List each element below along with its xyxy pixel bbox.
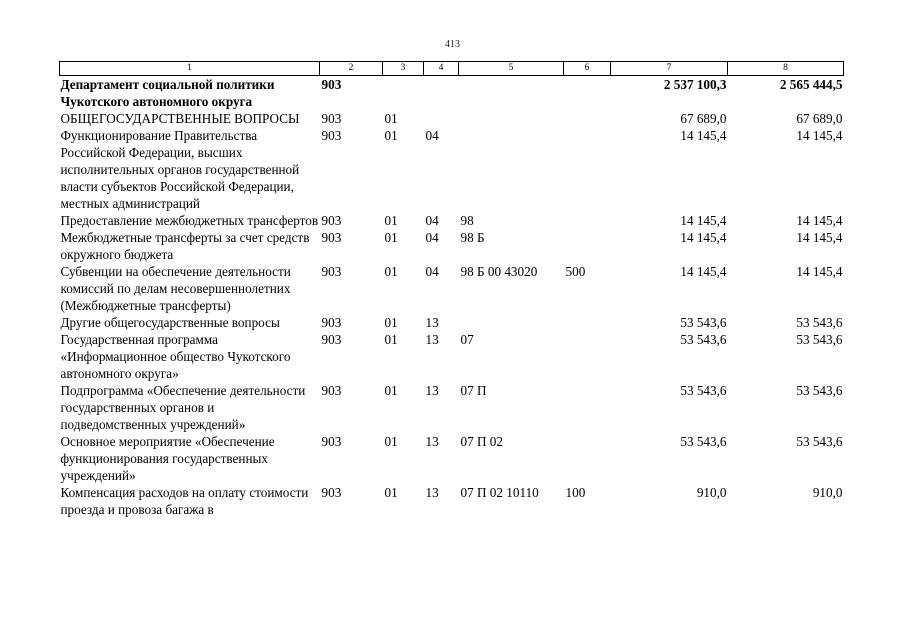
header-col-8: 8 — [728, 62, 844, 76]
row-target-article: 07 П 02 — [460, 434, 503, 449]
row-amount-1: 14 145,4 — [680, 128, 727, 143]
row-amount-1: 14 145,4 — [680, 213, 727, 228]
row-expense-type — [564, 110, 611, 127]
row-amount-1: 14 145,4 — [680, 230, 727, 245]
header-col-2: 2 — [320, 62, 383, 76]
row-amount-2: 14 145,4 — [796, 264, 843, 279]
row-name: Другие общегосударственные вопросы — [60, 315, 280, 330]
table-row — [60, 127, 844, 212]
row-target-article — [459, 110, 564, 127]
row-target-article: 07 П 02 10110 — [460, 485, 539, 500]
row-section: 01 — [384, 111, 398, 126]
row-name: Государственная программа «Информационное общество Чукотского автономного округа» — [60, 332, 291, 381]
row-expense-type — [564, 331, 611, 382]
row-amount-2: 53 543,6 — [796, 315, 843, 330]
row-section: 01 — [384, 264, 398, 279]
row-section: 01 — [384, 332, 398, 347]
table-row — [60, 433, 844, 484]
row-expense-type — [564, 127, 611, 212]
row-amount-2: 53 543,6 — [796, 434, 843, 449]
row-target-article: 07 — [460, 332, 474, 347]
row-amount-1: 53 543,6 — [680, 332, 727, 347]
row-section — [383, 76, 424, 111]
column-number-header — [60, 62, 844, 76]
header-col-1: 1 — [60, 62, 320, 76]
row-ministry-code: 903 — [321, 315, 342, 330]
row-ministry-code: 903 — [321, 213, 342, 228]
row-section: 01 — [384, 485, 398, 500]
row-amount-1: 67 689,0 — [680, 111, 727, 126]
row-amount-1: 53 543,6 — [680, 434, 727, 449]
table-row — [60, 314, 844, 331]
header-col-7: 7 — [611, 62, 728, 76]
row-subsection — [424, 76, 459, 111]
row-section: 01 — [384, 128, 398, 143]
row-subsection: 13 — [425, 332, 439, 347]
row-ministry-code: 903 — [321, 332, 342, 347]
row-subsection: 13 — [425, 434, 439, 449]
row-name: Субвенции на обеспечение деятельности комиссий по делам несовершеннолетних (Межбюджетные трансферты) — [60, 264, 291, 313]
row-subsection: 04 — [425, 128, 439, 143]
header-col-5: 5 — [459, 62, 564, 76]
row-section: 01 — [384, 213, 398, 228]
row-expense-type — [564, 76, 611, 111]
row-amount-1: 2 537 100,3 — [663, 77, 727, 92]
row-amount-2: 67 689,0 — [796, 111, 843, 126]
row-expense-type — [564, 229, 611, 263]
row-ministry-code: 903 — [321, 111, 342, 126]
row-target-article: 98 Б — [460, 230, 485, 245]
row-target-article — [459, 314, 564, 331]
budget-table — [59, 61, 844, 518]
row-expense-type — [564, 382, 611, 433]
row-amount-1: 14 145,4 — [680, 264, 727, 279]
row-subsection: 04 — [425, 264, 439, 279]
header-col-4: 4 — [424, 62, 459, 76]
row-amount-2: 14 145,4 — [796, 213, 843, 228]
row-section: 01 — [384, 383, 398, 398]
row-subsection: 13 — [425, 315, 439, 330]
row-target-article: 07 П — [460, 383, 487, 398]
row-amount-2: 53 543,6 — [796, 332, 843, 347]
row-amount-2: 14 145,4 — [796, 128, 843, 143]
row-name: Предоставление межбюджетных трансфертов — [60, 213, 319, 228]
table-row — [60, 110, 844, 127]
row-subsection: 04 — [425, 213, 439, 228]
row-expense-type — [564, 212, 611, 229]
row-subsection: 04 — [425, 230, 439, 245]
row-expense-type — [564, 314, 611, 331]
row-ministry-code: 903 — [321, 77, 342, 92]
row-name: ОБЩЕГОСУДАРСТВЕННЫЕ ВОПРОСЫ — [60, 111, 300, 126]
row-ministry-code: 903 — [321, 230, 342, 245]
row-ministry-code: 903 — [321, 383, 342, 398]
table-row — [60, 382, 844, 433]
row-name: Функционирование Правительства Российской Федерации, высших исполнительных органов государственной власти субъектов Российской Федерации, местных администраций — [60, 128, 300, 211]
row-target-article: 98 Б 00 43020 — [460, 264, 538, 279]
table-row — [60, 263, 844, 314]
row-amount-2: 2 565 444,5 — [779, 77, 843, 92]
row-ministry-code: 903 — [321, 264, 342, 279]
row-name: Межбюджетные трансферты за счет средств окружного бюджета — [60, 230, 310, 262]
row-section: 01 — [384, 434, 398, 449]
row-target-article — [459, 127, 564, 212]
row-ministry-code: 903 — [321, 128, 342, 143]
row-name: Основное мероприятие «Обеспечение функционирования государственных учреждений» — [60, 434, 275, 483]
row-subsection: 13 — [425, 383, 439, 398]
row-amount-1: 910,0 — [696, 485, 727, 500]
row-section: 01 — [384, 230, 398, 245]
table-row — [60, 229, 844, 263]
row-expense-type: 100 — [565, 485, 586, 500]
row-name: Подпрограмма «Обеспечение деятельности государственных органов и подведомственных учреждений» — [60, 383, 306, 432]
row-amount-2: 53 543,6 — [796, 383, 843, 398]
row-expense-type — [564, 433, 611, 484]
table-row — [60, 76, 844, 111]
row-subsection — [424, 110, 459, 127]
row-amount-1: 53 543,6 — [680, 383, 727, 398]
row-name: Департамент социальной политики Чукотского автономного округа — [60, 77, 275, 109]
row-amount-2: 910,0 — [812, 485, 843, 500]
row-ministry-code: 903 — [321, 434, 342, 449]
row-section: 01 — [384, 315, 398, 330]
row-subsection: 13 — [425, 485, 439, 500]
row-ministry-code: 903 — [321, 485, 342, 500]
header-col-3: 3 — [383, 62, 424, 76]
row-name: Компенсация расходов на оплату стоимости проезда и провоза багажа в — [60, 485, 309, 517]
page-number: 413 — [445, 39, 460, 50]
row-target-article: 98 — [460, 213, 474, 228]
row-target-article — [459, 76, 564, 111]
row-amount-2: 14 145,4 — [796, 230, 843, 245]
row-expense-type: 500 — [565, 264, 586, 279]
table-row — [60, 331, 844, 382]
row-amount-1: 53 543,6 — [680, 315, 727, 330]
table-row — [60, 484, 844, 518]
header-col-6: 6 — [564, 62, 611, 76]
table-row — [60, 212, 844, 229]
